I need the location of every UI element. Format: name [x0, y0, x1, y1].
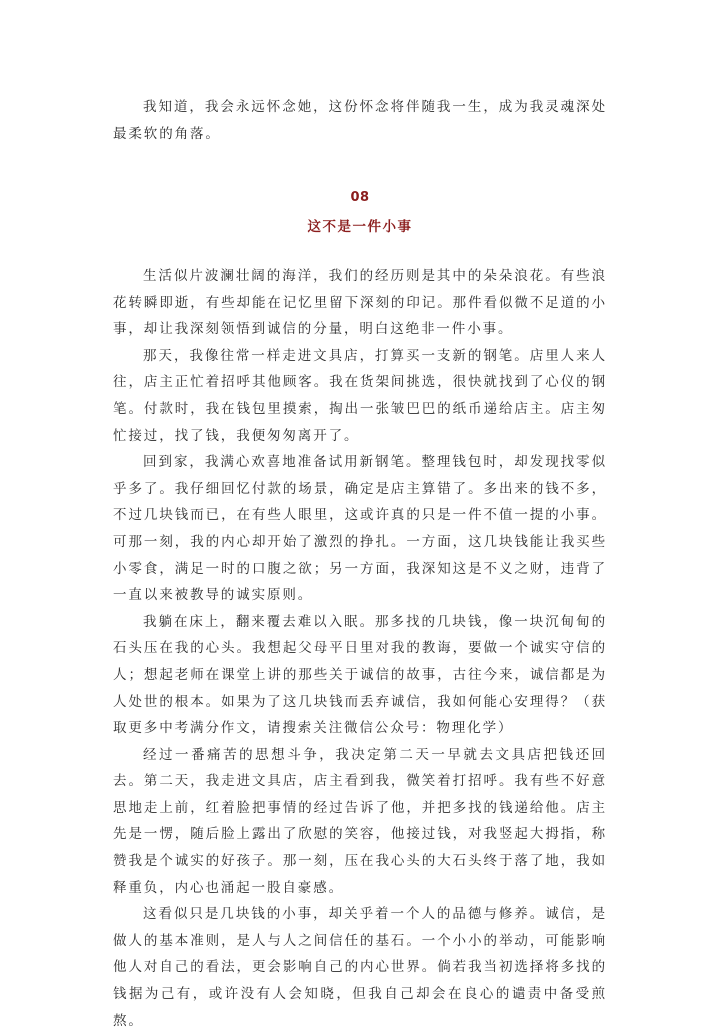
body-paragraph: 我躺在床上，翻来覆去难以入眠。那多找的几块钱，像一块沉甸甸的石头压在我的心头。我想起父母平日里对我的教诲，要做一个诚实守信的人；想起老师在课堂上讲的那些关于诚信的故事，古往今来，诚信都是为人处世的根本。如果为了这几块钱而丢弃诚信，我如何能心安理得？（获取更多中考满分作文，请搜索关注微信公众号：物理化学）	[113, 613, 607, 737]
body-paragraph: 经过一番痛苦的思想斗争，我决定第二天一早就去文具店把钱还回去。第二天，我走进文具店，店主看到我，微笑着打招呼。我有些不好意思地走上前，红着脸把事情的经过告诉了他，并把多找的钱递给他。店主先是一愣，随后脸上露出了欣慰的笑容，他接过钱，对我竖起大拇指，称赞我是个诚实的好孩子。那一刻，压在我心头的大石头终于落了地，我如释重负，内心也涌起一股自豪感。	[113, 746, 607, 896]
body-paragraph: 回到家，我满心欢喜地准备试用新钢笔。整理钱包时，却发现找零似乎多了。我仔细回忆付款的场景，确定是店主算错了。多出来的钱不多，不过几块钱而已，在有些人眼里，这或许真的只是一件不值一提的小事。可那一刻，我的内心却开始了激烈的挣扎。一方面，这几块钱能让我买些小零食，满足一时的口腹之欲；另一方面，我深知这是不义之财，违背了一直以来被教导的诚实原则。	[113, 454, 607, 604]
intro-paragraph: 我知道，我会永远怀念她，这份怀念将伴随我一生，成为我灵魂深处最柔软的角落。	[113, 99, 607, 142]
body-paragraph: 生活似片波澜壮阔的海洋，我们的经历则是其中的朵朵浪花。有些浪花转瞬即逝，有些却能在记忆里留下深刻的印记。那件看似微不足道的小事，却让我深刻领悟到诚信的分量，明白这绝非一件小事。	[113, 268, 607, 338]
body-paragraph: 这看似只是几块钱的小事，却关乎着一个人的品德与修养。诚信，是做人的基本准则，是人与人之间信任的基石。一个小小的举动，可能影响他人对自己的看法，更会影响自己的内心世界。倘若我当初选择将多找的钱据为己有，或许没有人会知晓，但我自己却会在良心的谴责中备受煎熬。	[113, 906, 607, 1029]
chapter-number: 08	[350, 190, 370, 205]
essay-body	[113, 263, 607, 1034]
body-paragraph: 那天，我像往常一样走进文具店，打算买一支新的钢笔。店里人来人往，店主正忙着招呼其他顾客。我在货架间挑选，很快就找到了心仪的钢笔。付款时，我在钱包里摸索，掏出一张皱巴巴的纸币递给店主。店主匆忙接过，找了钱，我便匆匆离开了。	[113, 347, 607, 444]
chapter-title: 这不是一件小事	[307, 219, 413, 235]
